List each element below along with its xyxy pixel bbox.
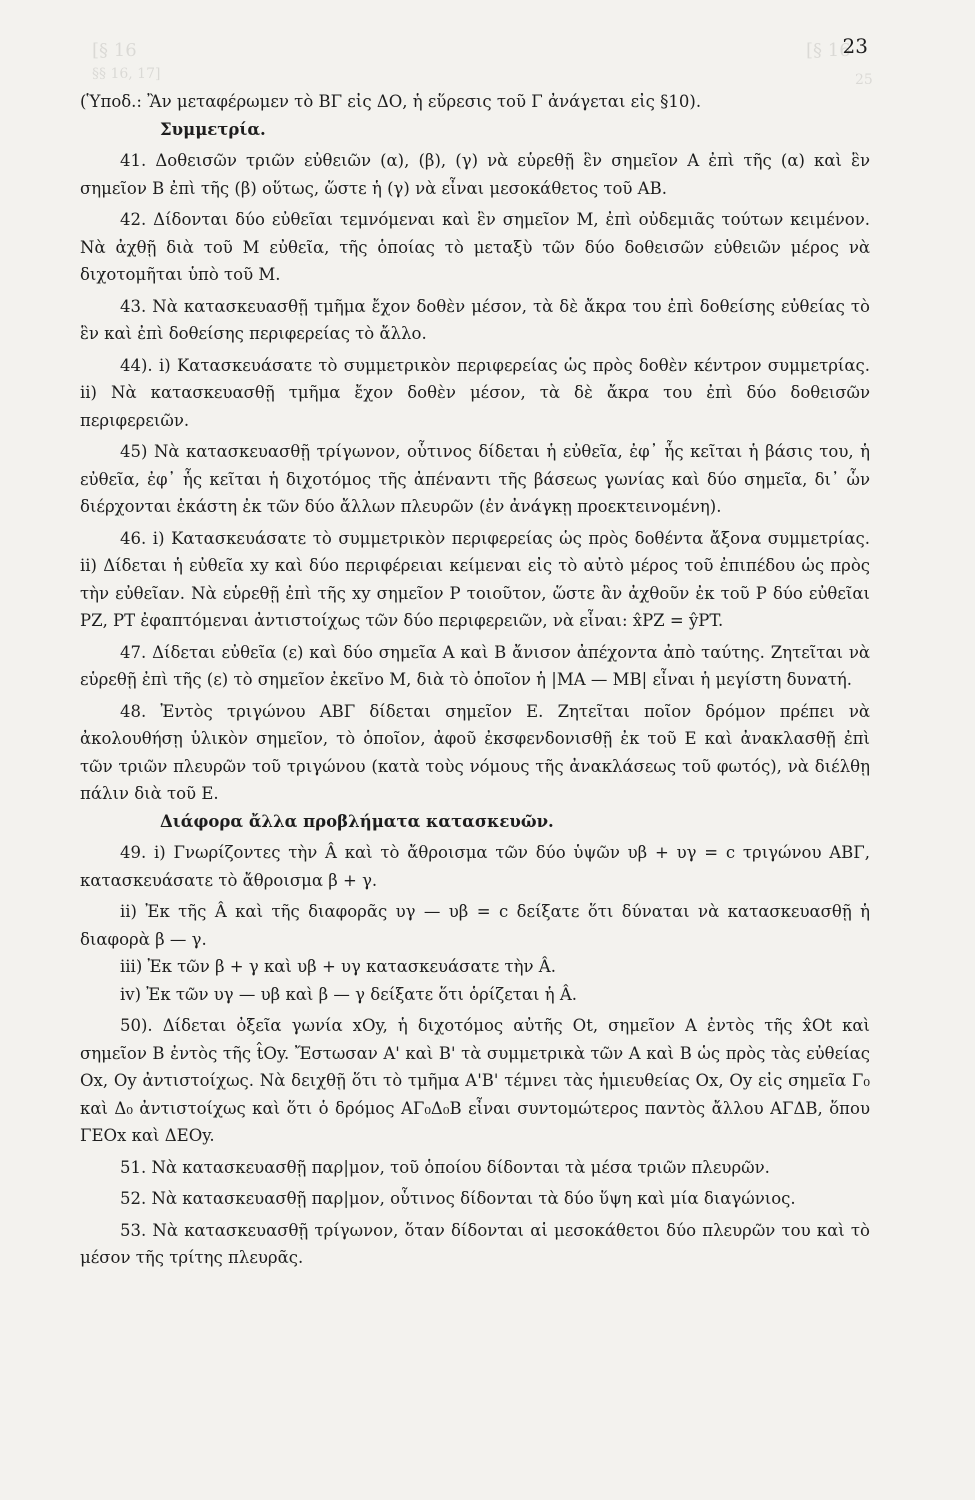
- exercise-paragraph: 43. Νὰ κατασκευασθῇ τμῆμα ἔχον δοθὲν μέσον, τὰ δὲ ἄκρα του ἐπὶ δοθείσης εὐθείας τὸ ἓν καὶ ἐπὶ δοθείσης περιφερείας τὸ ἄλλο.: [80, 296, 870, 343]
- bleed-through-mark: [§ 16: [806, 40, 851, 61]
- exercise-paragraph: iv) Ἐκ τῶν υγ — υβ καὶ β — γ δείξατε ὅτι ὁρίζεται ἡ Â.: [120, 984, 578, 1004]
- exercise-paragraph: (Ὑποδ.: Ἂν μεταφέρωμεν τὸ ΒΓ εἰς ΔΟ, ἡ εὕρεσις τοῦ Γ ἀνάγεται εἰς §10).: [80, 92, 702, 111]
- exercise-paragraph: 49. i) Γνωρίζοντες τὴν Â καὶ τὸ ἄθροισμα τῶν δύο ὑψῶν υβ + υγ = c τριγώνου ΑΒΓ, κατασκευάσατε τὸ ἄθροισμα β + γ.: [80, 843, 870, 890]
- exercise-paragraph: 47. Δίδεται εὐθεῖα (ε) καὶ δύο σημεῖα Α καὶ Β ἄνισον ἀπέχοντα ἀπὸ ταύτης. Ζητεῖται νὰ εὑρεθῇ ἐπὶ τῆς (ε) τὸ σημεῖον ἐκεῖνο Μ, διὰ τὸ ὁποῖον ἡ |ΜΑ — ΜΒ| εἶναι ἡ μεγίστη δυνατή.: [80, 642, 870, 689]
- exercise-paragraph: 51. Νὰ κατασκευασθῇ παρ|μον, τοῦ ὁποίου δίδονται τὰ μέσα τριῶν πλευρῶν.: [120, 1157, 770, 1177]
- exercise-paragraph: 52. Νὰ κατασκευασθῇ παρ|μον, οὗτινος δίδονται τὰ δύο ὕψη καὶ μία διαγώνιος.: [120, 1189, 796, 1208]
- exercise-paragraph: 42. Δίδονται δύο εὐθεῖαι τεμνόμεναι καὶ ἓν σημεῖον Μ, ἐπὶ οὐδεμιᾶς τούτων κειμένον. Νὰ ἀχθῇ διὰ τοῦ Μ εὐθεῖα, τῆς ὁποίας τὸ μεταξὺ τῶν δύο δοθεισῶν εὐθειῶν μέρος νὰ διχοτομῆται ὑπὸ τοῦ Μ.: [80, 210, 870, 284]
- exercise-paragraph: iii) Ἐκ τῶν β + γ καὶ υβ + υγ κατασκευάσατε τὴν Â.: [120, 957, 556, 976]
- section-heading: Διάφορα ἄλλα προβλήματα κατασκευῶν.: [160, 811, 554, 831]
- exercise-paragraph: 45) Νὰ κατασκευασθῇ τρίγωνον, οὗτινος δίδεται ἡ εὐθεῖα, ἐφ᾿ ἧς κεῖται ἡ βάσις του, ἡ εὐθεῖα, ἐφ᾿ ἧς κεῖται ἡ διχοτόμος τῆς ἀπέναντι τῆς βάσεως γωνίας καὶ δύο σημεῖα, δι᾿ ὧν διέρχονται ἑκάστη ἐκ τῶν δύο ἄλλων πλευρῶν (ἐν ἀνάγκῃ προεκτεινομένη).: [80, 442, 870, 516]
- exercise-paragraph: ii) Ἐκ τῆς Â καὶ τῆς διαφορᾶς υγ — υβ = c δείξατε ὅτι δύναται νὰ κατασκευασθῇ ἡ διαφορὰ β — γ.: [80, 902, 870, 949]
- exercise-paragraph: 46. i) Κατασκευάσατε τὸ συμμετρικὸν περιφερείας ὡς πρὸς δοθέντα ἄξονα συμμετρίας. ii) Δίδεται ἡ εὐθεῖα xy καὶ δύο περιφέρειαι κείμεναι εἰς τὸ αὐτὸ μέρος τοῦ ἐπιπέδου ὡς πρὸς τὴν εὐθεῖαν. Νὰ εὑρεθῇ ἐπὶ τῆς xy σημεῖον Ρ τοιοῦτον, ὥστε ἂν ἀχθοῦν ἐκ τοῦ Ρ δύο εὐθεῖαι ΡΖ, ΡΤ ἐφαπτόμεναι ἀντιστοίχως τῶν δύο περιφερειῶν, νὰ εἶναι: x̂PZ = ŷPT.: [80, 528, 870, 630]
- page-number: 23: [842, 34, 868, 58]
- exercise-paragraph: 41. Δοθεισῶν τριῶν εὐθειῶν (α), (β), (γ) νὰ εὑρεθῇ ἓν σημεῖον Α ἐπὶ τῆς (α) καὶ ἓν σημεῖον Β ἐπὶ τῆς (β) οὕτως, ὥστε ἡ (γ) νὰ εἶναι μεσοκάθετος τοῦ ΑΒ.: [80, 151, 870, 198]
- exercise-paragraph: 50). Δίδεται ὀξεῖα γωνία xOy, ἡ διχοτόμος αὐτῆς Ot, σημεῖον Α ἐντὸς τῆς x̂Ot καὶ σημεῖον Β ἐντὸς τῆς t̂Oy. Ἔστωσαν Α' καὶ Β' τὰ συμμετρικὰ τῶν Α καὶ Β ὡς πρὸς τὰς εὐθείας Ox, Oy ἀντιστοίχως. Νὰ δειχθῇ ὅτι τὸ τμῆμα Α'Β' τέμνει τὰς ἡμιευθείας Ox, Oy εἰς σημεῖα Γ₀ καὶ Δ₀ ἀντιστοίχως καὶ ὅτι ὁ δρόμος ΑΓ₀Δ₀Β εἶναι συντομώτερος παντὸς ἄλλου ΑΓΔΒ, ὅπου ΓΕΟx καὶ ΔΕΟy.: [80, 1016, 870, 1145]
- page-body: [80, 88, 870, 1272]
- exercise-paragraph: 48. Ἐντὸς τριγώνου ΑΒΓ δίδεται σημεῖον Ε. Ζητεῖται ποῖον δρόμον πρέπει νὰ ἀκολουθήσῃ ὑλικὸν σημεῖον, τὸ ὁποῖον, ἀφοῦ ἐκσφενδονισθῇ ἐκ τοῦ Ε καὶ ἀνακλασθῇ ἐπὶ τῶν τριῶν πλευρῶν τοῦ τριγώνου (κατὰ τοὺς νόμους τῆς ἀνακλάσεως τοῦ φωτός), νὰ διέλθῃ πάλιν διὰ τοῦ Ε.: [80, 701, 870, 803]
- section-heading: Συμμετρία.: [160, 119, 266, 139]
- bleed-through-mark: [§ 16: [92, 40, 137, 61]
- exercise-paragraph: 44). i) Κατασκευάσατε τὸ συμμετρικὸν περιφερείας ὡς πρὸς δοθὲν κέντρον συμμετρίας. ii) Νὰ κατασκευασθῇ τμῆμα ἔχον δοθὲν μέσον, τὰ δὲ ἄκρα του ἐπὶ δύο δοθεισῶν περιφερειῶν.: [80, 355, 870, 430]
- bleed-through-mark: §§ 16, 17]: [92, 66, 161, 82]
- bleed-through-mark: 25: [855, 72, 873, 88]
- exercise-paragraph: 53. Νὰ κατασκευασθῇ τρίγωνον, ὅταν δίδονται αἱ μεσοκάθετοι δύο πλευρῶν του καὶ τὸ μέσον τῆς τρίτης πλευρᾶς.: [80, 1220, 870, 1267]
